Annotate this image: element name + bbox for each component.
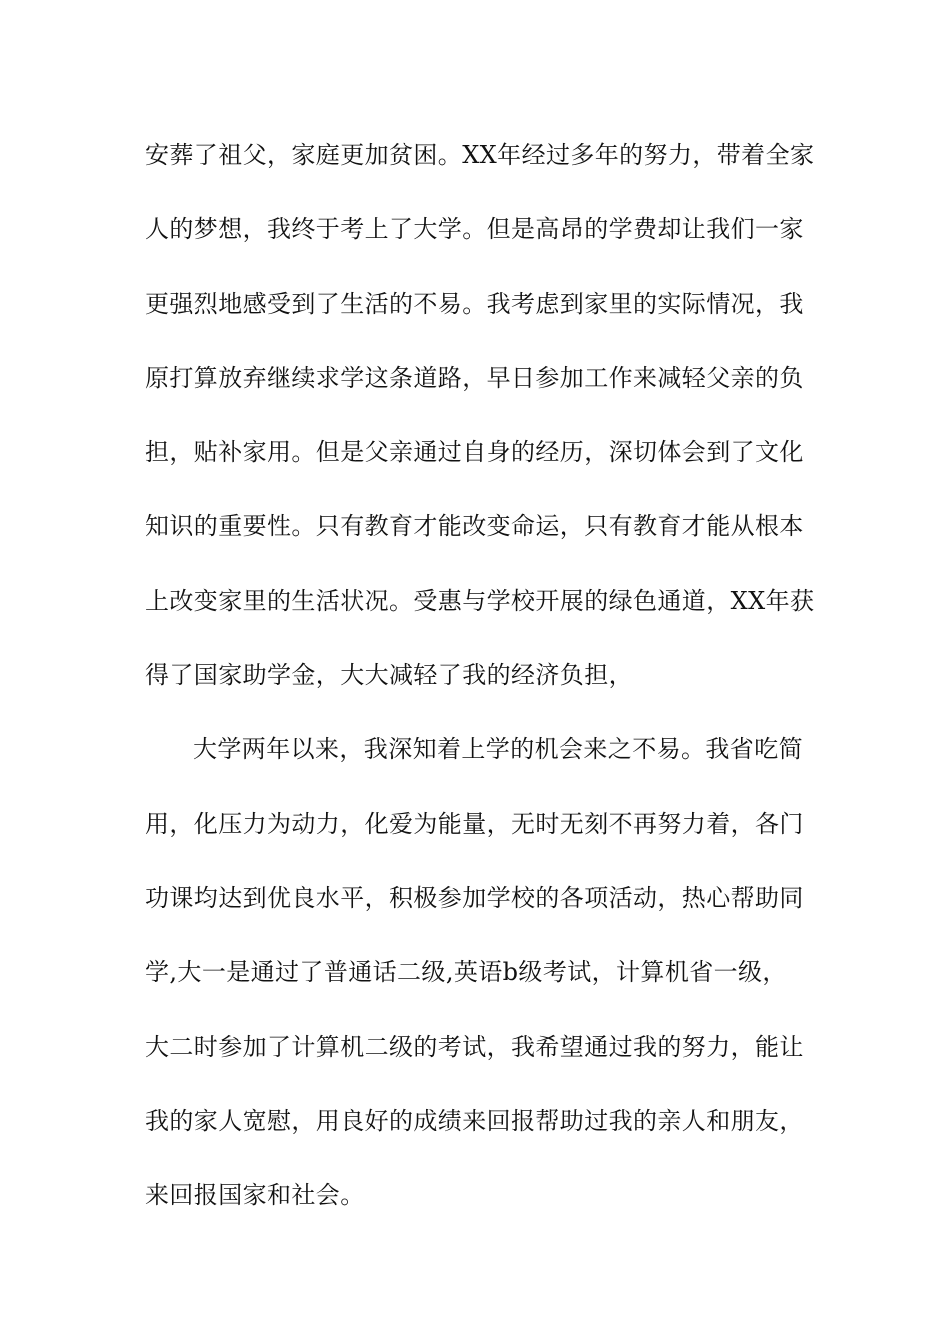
text-line: 功课均达到优良水平，积极参加学校的各项活动，热心帮助同	[145, 883, 804, 912]
text-line: 知识的重要性。只有教育才能改变命运，只有教育才能从根本	[145, 512, 804, 541]
text-line: 用，化压力为动力，化爱为能量，无时无刻不再努力着，各门	[145, 809, 804, 838]
text-line: 学,大一是通过了普通话二级,英语b级考试，计算机省一级，	[145, 958, 787, 987]
text-line: 原打算放弃继续求学这条道路，早日参加工作来减轻父亲的负	[145, 363, 804, 392]
text-line: 来回报国家和社会。	[145, 1181, 365, 1210]
text-line: 上改变家里的生活状况。受惠与学校开展的绿色通道，XX年获	[145, 586, 815, 615]
text-line: 得了国家助学金，大大减轻了我的经济负担，	[145, 661, 633, 690]
text-line: 担，贴补家用。但是父亲通过自身的经历，深切体会到了文化	[145, 438, 804, 467]
text-line: 大二时参加了计算机二级的考试，我希望通过我的努力，能让	[145, 1032, 804, 1061]
text-line: 人的梦想，我终于考上了大学。但是高昂的学费却让我们一家	[145, 215, 804, 244]
paragraph-start-line: 大学两年以来，我深知着上学的机会来之不易。我省吃简	[193, 735, 803, 764]
text-line: 我的家人宽慰，用良好的成绩来回报帮助过我的亲人和朋友，	[145, 1106, 804, 1135]
text-line: 安葬了祖父，家庭更加贫困。XX年经过多年的努力，带着全家	[145, 141, 815, 169]
text-line: 更强烈地感受到了生活的不易。我考虑到家里的实际情况，我	[145, 289, 804, 318]
body-text	[145, 125, 815, 1239]
